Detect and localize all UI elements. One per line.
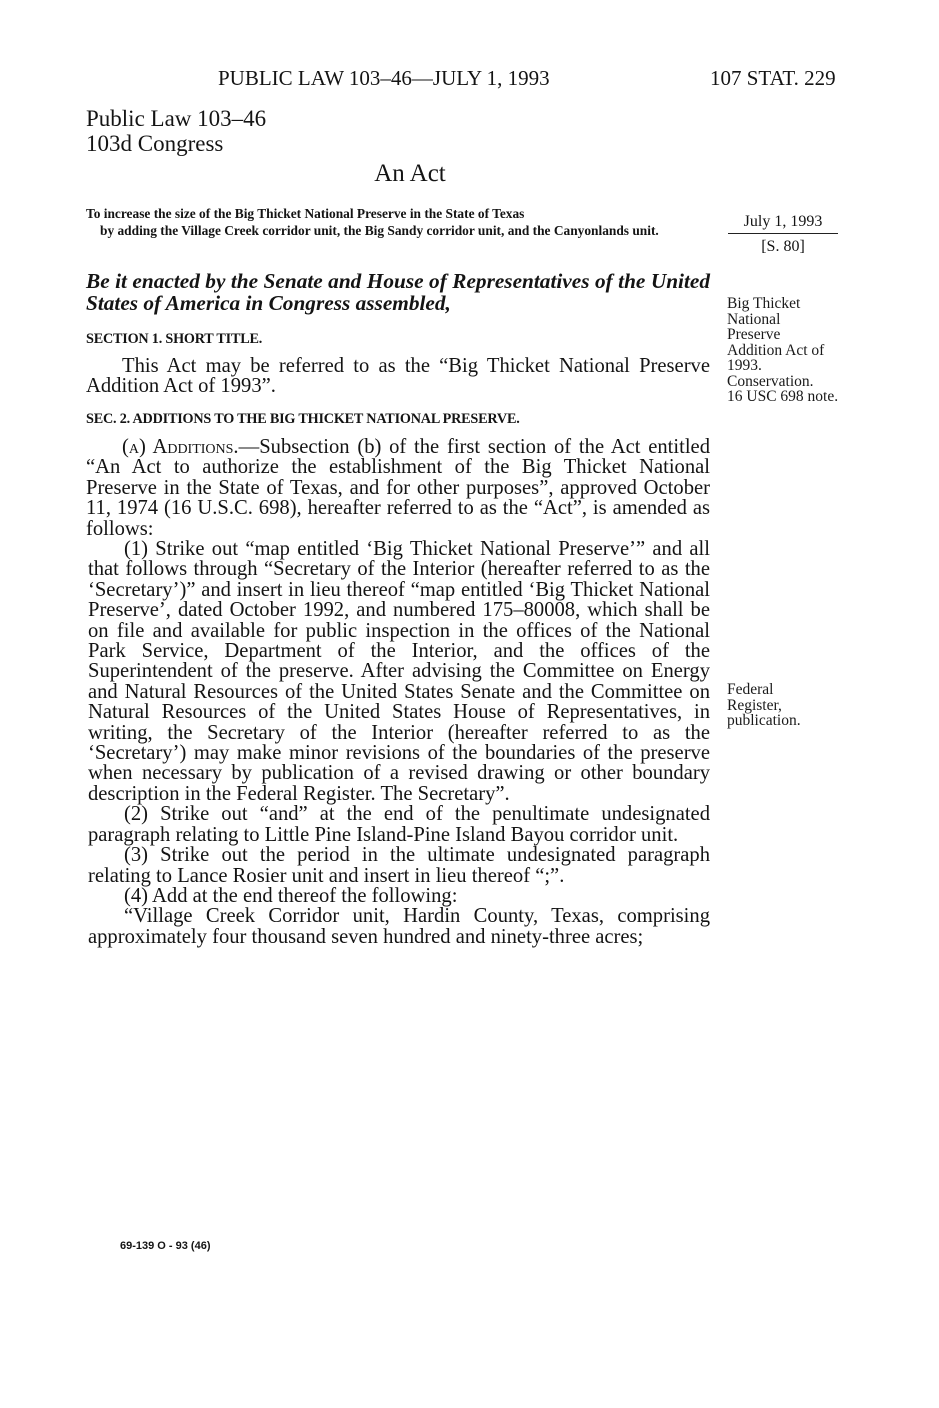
purpose-rest: by adding the Village Creek corridor unit, the Big Sandy corridor unit, and the Canyonlands unit. <box>100 223 659 238</box>
subsection-a-label: (a) Additions. <box>122 436 239 458</box>
amendment-item: (4) Add at the end thereof the following: <box>124 884 458 907</box>
margin-line: National <box>727 310 781 328</box>
enactment-date: July 1, 1993 <box>743 213 823 230</box>
congress-label: 103d Congress <box>86 131 224 156</box>
printing-code: 69-139 O - 93 (46) <box>120 1240 211 1252</box>
amendment-item: (2) Strike out “and” at the end of the penultimate undesignated paragraph relating to Little Pine Island-Pine Island Bayou corridor unit. <box>88 803 710 846</box>
margin-line: Addition Act of <box>727 341 825 359</box>
subsection-a-text: —Subsection (b) of the first section of the Act entitled “An Act to authorize the establishment of the Big Thicket National Preserve in the State of Texas, and for other purposes”, approved October 11, 1974 (16 U.S.C. 698), hereafter referred to as the “Act”, is amended as follows: <box>86 436 710 540</box>
amendment-item: (1) Strike out “map entitled ‘Big Thicket National Preserve’” and all that follows through “Secretary of the Interior (hereafter referred to as the ‘Secretary’)” and insert in lieu thereof “map entitled ‘Big Thicket National Preserve’, dated October 1992, and numbered 175–80008, which shall be on file and available for public inspection in the offices of the National Park Service, Department of the Interior, and the offices of the Superintendent of the preserve. After advising the Committee on Energy and Natural Resources of the United States Senate and the Committee on Natural Resources of the United States House of Representatives, in writing, the Secretary of the Interior (hereafter referred to as the ‘Secretary’) may make minor revisions of the boundaries of the preserve when necessary by publication of a revised drawing or other boundary description in the Federal Register. The Secretary”. <box>88 538 710 805</box>
act-title: An Act <box>374 160 446 187</box>
margin-line: publication. <box>727 712 801 729</box>
purpose-first-line: To increase the size of the Big Thicket National Preserve in the State of Texas <box>86 206 525 221</box>
margin-line: Preserve <box>727 326 781 343</box>
stat-reference: 107 STAT. 229 <box>710 66 836 90</box>
section-1-paragraph: This Act may be referred to as the “Big Thicket National Preserve Addition Act of 1993”. <box>86 355 710 398</box>
margin-note-federal-register <box>727 682 801 729</box>
amendment-list <box>88 538 710 948</box>
section-1-heading: SECTION 1. SHORT TITLE. <box>86 331 263 347</box>
act-purpose <box>86 205 708 239</box>
margin-line: Register, <box>727 696 782 714</box>
margin-line: Federal <box>727 681 774 698</box>
margin-line: Big Thicket <box>727 295 801 312</box>
margin-line: Conservation. <box>727 372 814 390</box>
margin-line: 1993. <box>727 357 762 374</box>
amendment-item: (3) Strike out the period in the ultimate undesignated paragraph relating to Lance Rosier unit and insert in lieu thereof “;”. <box>88 844 710 887</box>
section-2-subsection-a <box>86 437 710 539</box>
margin-note-short-title <box>727 296 838 405</box>
section-1-text <box>86 356 710 397</box>
bill-number: [S. 80] <box>761 238 805 255</box>
margin-line: 16 USC 698 note. <box>727 388 839 405</box>
running-header-title: PUBLIC LAW 103–46—JULY 1, 1993 <box>218 66 550 90</box>
enacting-clause: Be it enacted by the Senate and House of Representatives of the United States of America in Congress assembled, <box>86 269 710 315</box>
amendment-item: “Village Creek Corridor unit, Hardin County, Texas, comprising approximately four thousand seven hundred and ninety-three acres; <box>88 905 710 948</box>
section-2-heading: SEC. 2. ADDITIONS TO THE BIG THICKET NATIONAL PRESERVE. <box>86 411 520 427</box>
date-divider <box>728 233 838 234</box>
public-law-number: Public Law 103–46 <box>86 106 267 131</box>
enactment-date-note <box>728 213 838 256</box>
